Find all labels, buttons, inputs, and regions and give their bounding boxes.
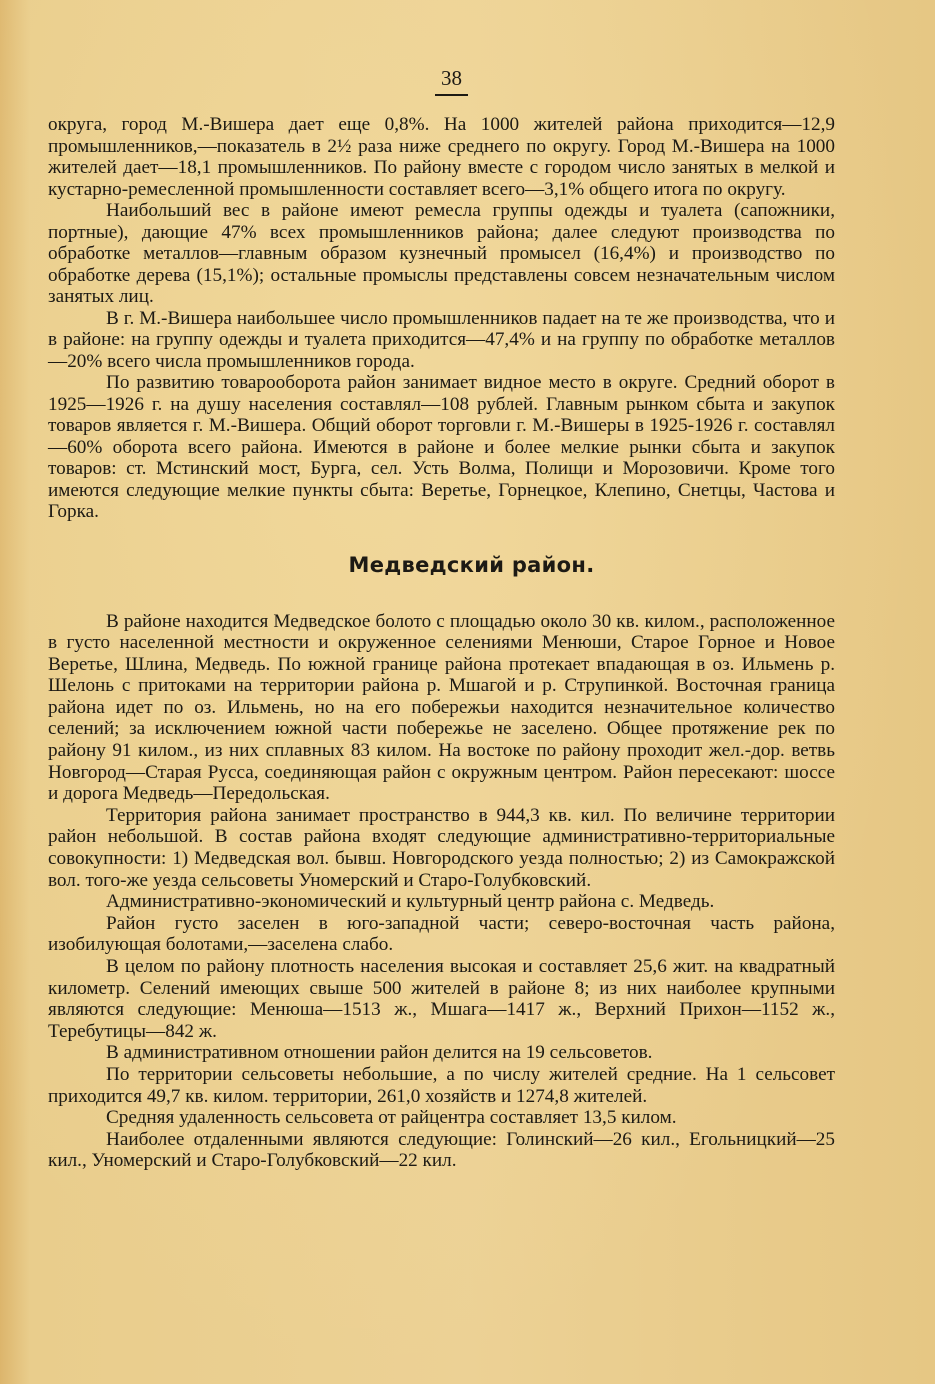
paragraph: Средняя удаленность сельсовета от райцентра составляет 13,5 килом. <box>106 1107 677 1129</box>
paragraph: В г. М.-Вишера наибольшее число промышленников падает на те же производства, что и в районе: на группу одежды и туалета приходится—47,4% и на группу по обработке металлов—20% всего числа промышленников города. <box>48 307 835 372</box>
paragraph: Наиболее отдаленными являются следующие: Голинский—26 кил., Егольницкий—25 кил., Уномерский и Старо-Голубковский—22 кил. <box>48 1128 835 1172</box>
section-2-body <box>48 611 835 1172</box>
page-number: 38 <box>48 66 835 96</box>
paragraph: Район густо заселен в юго-западной части; северо-восточная часть района, изобилующая болотами,—заселена слабо. <box>48 912 835 956</box>
paragraph: В районе находится Медведское болото с площадью около 30 кв. килом., расположенное в густо населенной местности и окруженное селениями Менюши, Старое Горное и Новое Веретье, Шлина, Медведь. По южной границе района протекает впадающая в оз. Ильмень р. Шелонь с притоками на территории района р. Мшагой и р. Струпинкой. Восточная граница района идет по оз. Ильмень, но на его побережьи находится незначительное количество селений; за исключением южной части побережье не заселено. Общее протяжение рек по району 91 килом., из них сплавных 83 килом. На востоке по району проходит жел.-дор. ветвь Новгород—Старая Русса, соединяющая район с окружным центром. Район пересекают: шоссе и дорога Медведь—Передольская. <box>48 610 835 805</box>
paragraph: В административном отношении район делится на 19 сельсоветов. <box>106 1042 653 1064</box>
paragraph: Административно-экономический и культурный центр района с. Медведь. <box>106 891 715 913</box>
paragraph: По развитию товарооборота район занимает видное место в округе. Средний оборот в 1925—1926 г. на душу населения составлял—108 рублей. Главным рынком сбыта и закупок товаров является г. М.-Вишера. Общий оборот торговли г. М.-Вишеры в 1925-1926 г. составлял—60% оборота всего района. Имеются в районе и более мелкие рынки сбыта и закупок товаров: ст. Мстинский мост, Бурга, сел. Усть Волма, Полищи и Морозовичи. Кроме того имеются следующие мелкие пункты сбыта: Веретье, Горнецкое, Клепино, Снетцы, Частова и Горка. <box>48 372 835 522</box>
section-title: Медведский район. <box>348 552 595 577</box>
paragraph: По территории сельсоветы небольшие, а по числу жителей средние. На 1 сельсовет приходится 49,7 кв. килом. территории, 261,0 хозяйств и 1274,8 жителей. <box>48 1063 835 1107</box>
paragraph: Наибольший вес в районе имеют ремесла группы одежды и туалета (сапожники, портные), дающие 47% всех промышленников района; далее следуют производства по обработке металлов—главным образом кузнечный промысел (16,4%) и производство по обработке дерева (15,1%); остальные промыслы представлены совсем незначательным числом занятых лиц. <box>48 200 835 307</box>
paragraph: В целом по району плотность населения высокая и составляет 25,6 жит. на квадратный километр. Селений имеющих свыше 500 жителей в районе 8; из них наиболее крупными являются следующие: Менюша—1513 ж., Мшага—1417 ж., Верхний Прихон—1152 ж., Теребутицы—842 ж. <box>48 956 835 1042</box>
section-1-body <box>48 114 835 523</box>
paragraph: округа, город М.-Вишера дает еще 0,8%. На 1000 жителей района приходится—12,9 промышленников,—показатель в 2½ раза ниже среднего по округу. Город М.-Вишера на 1000 жителей дает—18,1 промышленников. По району вместе с городом число занятых в мелкой и кустарно-ремесленной промышленности составляет всего—3,1% общего итога по округу. <box>48 114 835 200</box>
paragraph: Территория района занимает пространство в 944,3 кв. кил. По величине территории район небольшой. В состав района входят следующие административно-территориальные совокупности: 1) Медведская вол. бывш. Новгородского уезда полностью; 2) из Самокражской вол. того-же уезда сельсоветы Уномерский и Старо-Голубковский. <box>48 804 835 891</box>
